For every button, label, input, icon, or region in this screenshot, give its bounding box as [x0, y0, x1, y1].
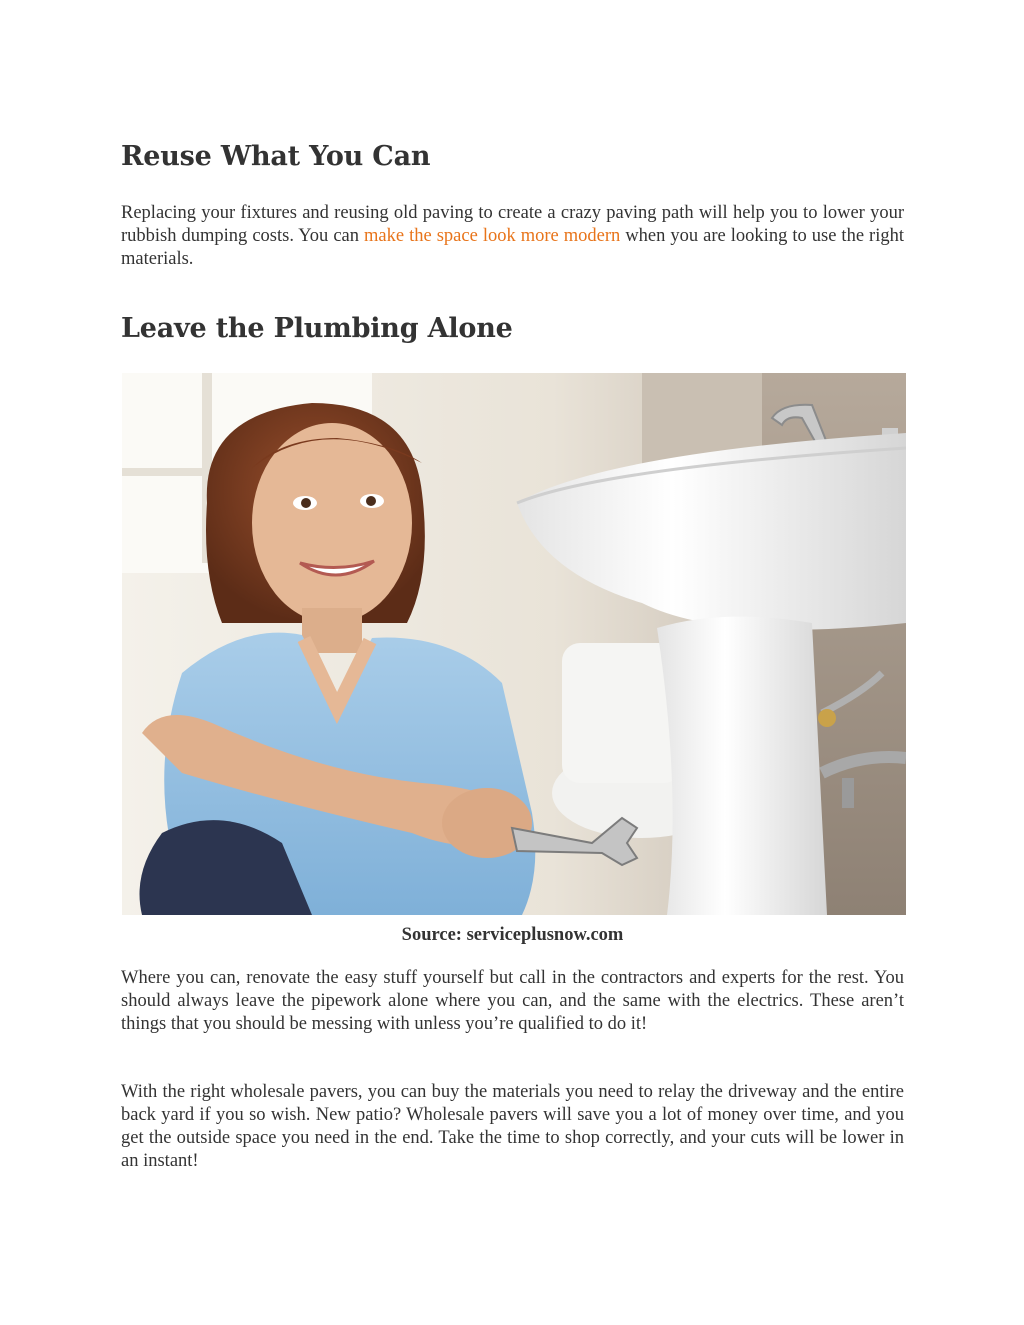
paragraph-reuse-text-end: when you are looking to use the right materials. — [121, 226, 904, 269]
paragraph-reuse — [121, 202, 904, 271]
image-caption: Source: serviceplusnow.com — [401, 925, 624, 945]
paragraph-wholesale-pavers: With the right wholesale pavers, you can buy the materials you need to relay the driveway and the entire back yard if you so wish. New patio? Wholesale pavers will save you a lot of money over time, and you get the outside space you need in the end. Take the time to shop correctly, and your cuts will be lower in an instant! — [121, 1082, 904, 1171]
section-heading-reuse: Reuse What You Can — [121, 141, 431, 172]
section-heading-plumbing: Leave the Plumbing Alone — [121, 313, 513, 344]
paragraph-contractors: Where you can, renovate the easy stuff yourself but call in the contractors and experts for the rest. You should always leave the pipework alone where you can, and the same with the electrics. These aren’t things that you should be messing with unless you’re qualified to do it! — [121, 968, 904, 1034]
paragraph-reuse-text-start: Replacing your fixtures and reusing old paving to create a crazy paving path will help you to lower your rubbish dumping costs. You can — [121, 203, 904, 246]
woman-with-wrench-photo — [122, 373, 906, 915]
modern-space-link[interactable]: make the space look more modern — [364, 226, 621, 246]
